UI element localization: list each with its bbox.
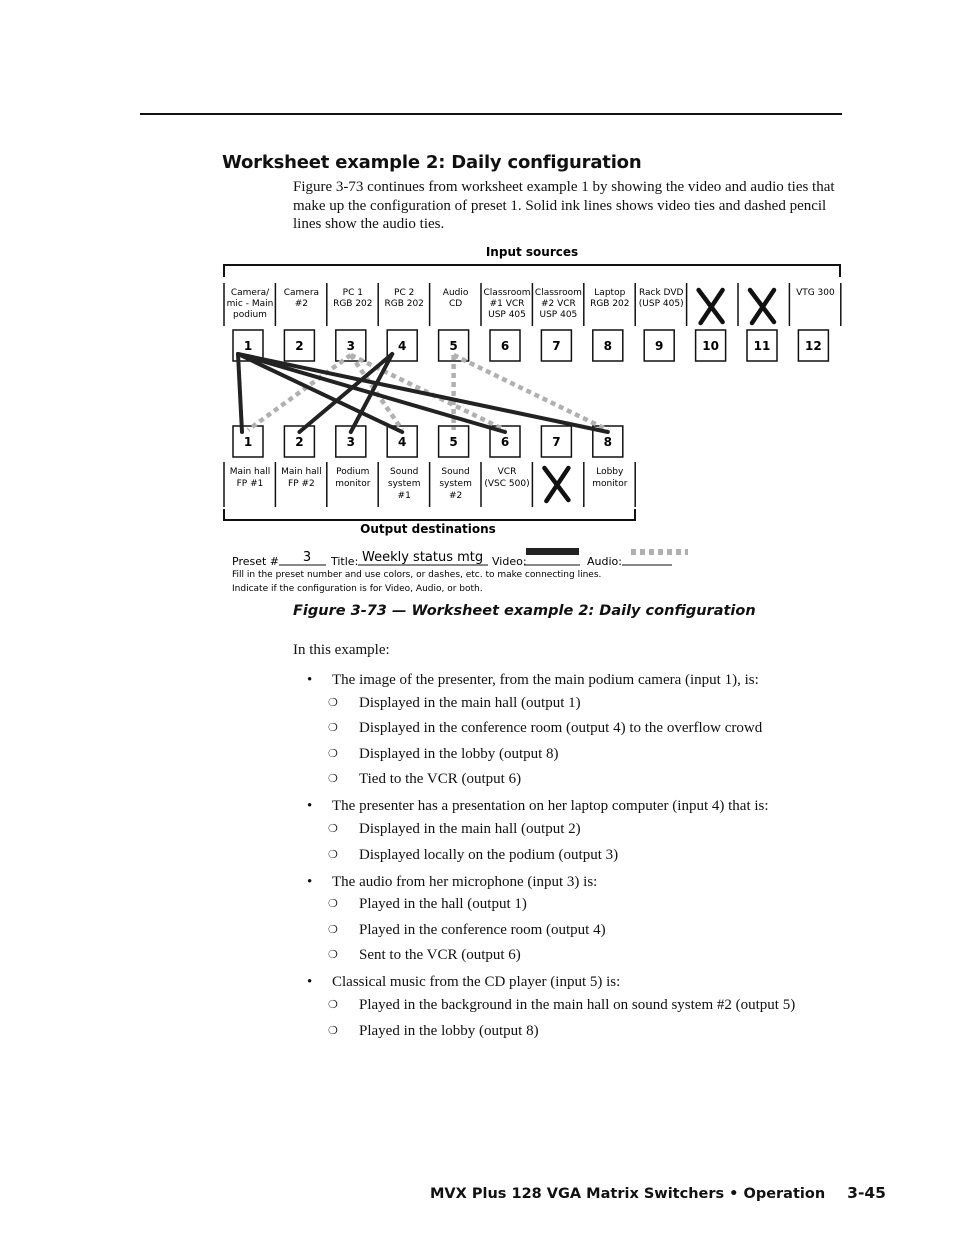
sub-bullet-glyph: ❍ bbox=[328, 1024, 338, 1037]
input-column-3 bbox=[327, 283, 373, 361]
page-footer bbox=[430, 1184, 886, 1202]
sub-bullet-text: Sent to the VCR (output 6) bbox=[359, 947, 521, 964]
output-label: Main hall bbox=[281, 467, 322, 477]
output-column-2 bbox=[275, 426, 321, 507]
input-number: 5 bbox=[449, 339, 458, 353]
unused-input-x-mark bbox=[750, 290, 774, 323]
input-label: #2 bbox=[294, 299, 309, 309]
input-label: Audio bbox=[442, 288, 469, 298]
sub-bullet-item bbox=[328, 847, 618, 864]
section-title: Worksheet example 2: Daily configuration bbox=[222, 152, 642, 173]
input-column-6 bbox=[481, 283, 530, 361]
page-number: 3-45 bbox=[847, 1184, 886, 1202]
input-label: mic - Main bbox=[226, 299, 274, 309]
output-label: FP #2 bbox=[288, 479, 315, 489]
output-label: VCR bbox=[497, 467, 517, 477]
output-label: monitor bbox=[335, 479, 371, 489]
bullet-item bbox=[307, 672, 759, 689]
output-number: 6 bbox=[500, 435, 510, 449]
sub-bullet-text: Displayed in the lobby (output 8) bbox=[359, 745, 559, 762]
input-number: 10 bbox=[702, 339, 719, 353]
input-label: RGB 202 bbox=[590, 299, 630, 309]
input-number: 9 bbox=[655, 339, 664, 353]
worksheet-note-1: Fill in the preset number and use colors, or dashes, etc. to make connecting lines. bbox=[232, 570, 602, 580]
input-label: #2 VCR bbox=[540, 299, 576, 309]
sub-bullet-item bbox=[328, 997, 795, 1014]
bullet-item bbox=[307, 798, 769, 815]
bullet-text: The audio from her microphone (input 3) is: bbox=[332, 873, 598, 890]
input-label: CD bbox=[448, 299, 463, 309]
input-number: 6 bbox=[500, 339, 510, 353]
input-column-8 bbox=[584, 283, 630, 361]
sub-bullet-glyph: ❍ bbox=[328, 696, 338, 709]
output-number: 2 bbox=[295, 435, 304, 449]
input-number: 8 bbox=[603, 339, 612, 353]
input-bracket bbox=[224, 265, 840, 277]
unused-output-x-mark bbox=[544, 468, 568, 501]
output-column-6 bbox=[481, 426, 530, 507]
video-legend-swatch bbox=[526, 548, 579, 555]
sub-bullet-item bbox=[328, 695, 581, 712]
title-label: Title: bbox=[331, 555, 359, 568]
preset-value: 3 bbox=[302, 550, 312, 565]
sub-bullet-glyph: ❍ bbox=[328, 898, 338, 911]
input-label: USP 405 bbox=[488, 310, 526, 320]
output-label: Main hall bbox=[229, 467, 271, 477]
sub-bullet-item bbox=[328, 771, 521, 788]
title-value: Weekly status mtg bbox=[362, 550, 484, 565]
input-label: Rack DVD bbox=[638, 288, 684, 298]
bullet-glyph: • bbox=[307, 974, 313, 991]
output-column-5 bbox=[430, 426, 472, 507]
input-number: 3 bbox=[346, 339, 355, 353]
output-number: 3 bbox=[346, 435, 355, 449]
input-label: #1 VCR bbox=[489, 299, 525, 309]
sub-bullet-item bbox=[328, 720, 762, 737]
output-number: 7 bbox=[552, 435, 561, 449]
sub-bullet-glyph: ❍ bbox=[328, 822, 338, 835]
input-label: Camera/ bbox=[230, 288, 270, 298]
output-label: Sound bbox=[441, 467, 470, 477]
bullet-text: The image of the presenter, from the main podium camera (input 1), is: bbox=[332, 672, 759, 688]
sub-bullet-glyph: ❍ bbox=[328, 949, 338, 962]
lead-text: In this example: bbox=[293, 642, 390, 658]
input-column-5 bbox=[430, 283, 469, 361]
bullet-glyph: • bbox=[307, 672, 313, 688]
sub-bullet-item bbox=[328, 922, 606, 939]
bullet-text: The presenter has a presentation on her laptop computer (input 4) that is: bbox=[332, 798, 769, 815]
sub-bullet-text: Played in the hall (output 1) bbox=[359, 896, 527, 913]
input-number: 2 bbox=[295, 339, 304, 353]
sub-bullet-text: Displayed in the conference room (output 4) to the overflow crowd bbox=[359, 720, 763, 737]
video-tie-line bbox=[238, 354, 608, 432]
input-label: PC 2 bbox=[394, 288, 415, 298]
sub-bullet-item bbox=[328, 947, 521, 964]
input-number: 11 bbox=[753, 339, 771, 353]
input-column-11 bbox=[738, 283, 777, 361]
output-label: Podium bbox=[336, 467, 370, 477]
video-label: Video: bbox=[492, 555, 527, 568]
worksheet-note-2: Indicate if the configuration is for Video, Audio, or both. bbox=[232, 584, 483, 594]
input-sources-header: Input sources bbox=[485, 245, 579, 259]
output-number: 1 bbox=[243, 435, 253, 449]
sub-bullet-item bbox=[328, 746, 559, 763]
input-column-4 bbox=[378, 283, 424, 361]
figure-caption: Figure 3-73 — Worksheet example 2: Daily configuration bbox=[293, 603, 756, 619]
output-label: monitor bbox=[592, 479, 628, 489]
output-column-4 bbox=[378, 426, 420, 507]
input-label: VTG 300 bbox=[796, 288, 835, 298]
output-column-8 bbox=[584, 426, 635, 507]
input-label: podium bbox=[233, 310, 267, 320]
input-label: Classroom bbox=[483, 288, 531, 298]
input-label: (USP 405) bbox=[638, 299, 684, 309]
input-number: 7 bbox=[552, 339, 561, 353]
sub-bullet-glyph: ❍ bbox=[328, 722, 338, 735]
sub-bullet-text: Tied to the VCR (output 6) bbox=[359, 771, 522, 788]
input-label: USP 405 bbox=[539, 310, 578, 320]
sub-bullet-glyph: ❍ bbox=[328, 848, 338, 861]
bullet-item bbox=[307, 974, 620, 991]
unused-input-x-mark bbox=[699, 290, 723, 323]
bullet-text: Classical music from the CD player (input 5) is: bbox=[332, 974, 621, 991]
input-column-1 bbox=[224, 283, 273, 361]
sub-bullet-text: Played in the lobby (output 8) bbox=[359, 1022, 539, 1039]
output-label: Sound bbox=[390, 467, 419, 477]
sub-bullet-item bbox=[328, 896, 527, 913]
sub-bullet-text: Played in the background in the main hall on sound system #2 (output 5) bbox=[359, 996, 796, 1013]
output-label: #1 bbox=[397, 491, 411, 501]
output-label: Lobby bbox=[596, 467, 624, 477]
input-number: 1 bbox=[243, 339, 253, 353]
input-label: Camera bbox=[283, 288, 320, 298]
output-label: #2 bbox=[448, 491, 463, 501]
input-column-12 bbox=[789, 283, 840, 361]
output-number: 4 bbox=[398, 435, 407, 449]
sub-bullet-glyph: ❍ bbox=[328, 747, 338, 760]
input-label: RGB 202 bbox=[384, 299, 424, 309]
intro-paragraph: Figure 3-73 continues from worksheet example 1 by showing the video and audio ties that make up the configuration of preset 1. Solid ink lines shows video ties and dashed pencil lines show the audio ties. bbox=[293, 179, 835, 232]
sub-bullet-text: Displayed in the main hall (output 2) bbox=[359, 820, 581, 837]
input-column-9 bbox=[635, 283, 683, 361]
input-number: 12 bbox=[805, 339, 822, 353]
output-number: 5 bbox=[449, 435, 458, 449]
sub-bullet-text: Played in the conference room (output 4) bbox=[359, 921, 606, 938]
sub-bullet-glyph: ❍ bbox=[328, 998, 338, 1011]
output-column-7 bbox=[532, 426, 571, 507]
sub-bullet-glyph: ❍ bbox=[328, 773, 338, 786]
output-label: FP #1 bbox=[236, 479, 264, 489]
sub-bullet-glyph: ❍ bbox=[328, 923, 338, 936]
input-label: PC 1 bbox=[342, 288, 363, 298]
footer-title: MVX Plus 128 VGA Matrix Switchers • Operation bbox=[430, 1186, 826, 1202]
sub-bullet-item bbox=[328, 821, 581, 838]
sub-bullet-text: Displayed locally on the podium (output 3) bbox=[359, 846, 619, 863]
input-column-10 bbox=[687, 283, 726, 361]
output-bracket bbox=[224, 509, 635, 520]
sub-bullet-item bbox=[328, 1023, 539, 1040]
input-label: Classroom bbox=[534, 288, 582, 298]
audio-tie-line bbox=[454, 355, 608, 430]
output-label: system bbox=[387, 479, 421, 489]
input-label: Laptop bbox=[594, 288, 626, 298]
video-tie-line bbox=[238, 354, 242, 432]
audio-label: Audio: bbox=[587, 555, 622, 568]
output-number: 8 bbox=[603, 435, 612, 449]
output-destinations-header: Output destinations bbox=[360, 522, 496, 536]
sub-bullet-text: Displayed in the main hall (output 1) bbox=[359, 694, 581, 711]
input-number: 4 bbox=[398, 339, 407, 353]
worksheet-diagram bbox=[0, 0, 954, 600]
output-column-1 bbox=[224, 426, 270, 507]
bullet-item bbox=[307, 874, 597, 891]
preset-label: Preset # bbox=[232, 555, 280, 568]
input-column-2 bbox=[275, 283, 319, 361]
output-column-3 bbox=[327, 426, 371, 507]
output-label: (VSC 500) bbox=[484, 479, 530, 489]
output-label: system bbox=[439, 479, 472, 489]
input-label: RGB 202 bbox=[333, 299, 373, 309]
bullet-glyph: • bbox=[307, 873, 313, 890]
input-column-7 bbox=[532, 283, 581, 361]
bullet-glyph: • bbox=[307, 798, 313, 815]
